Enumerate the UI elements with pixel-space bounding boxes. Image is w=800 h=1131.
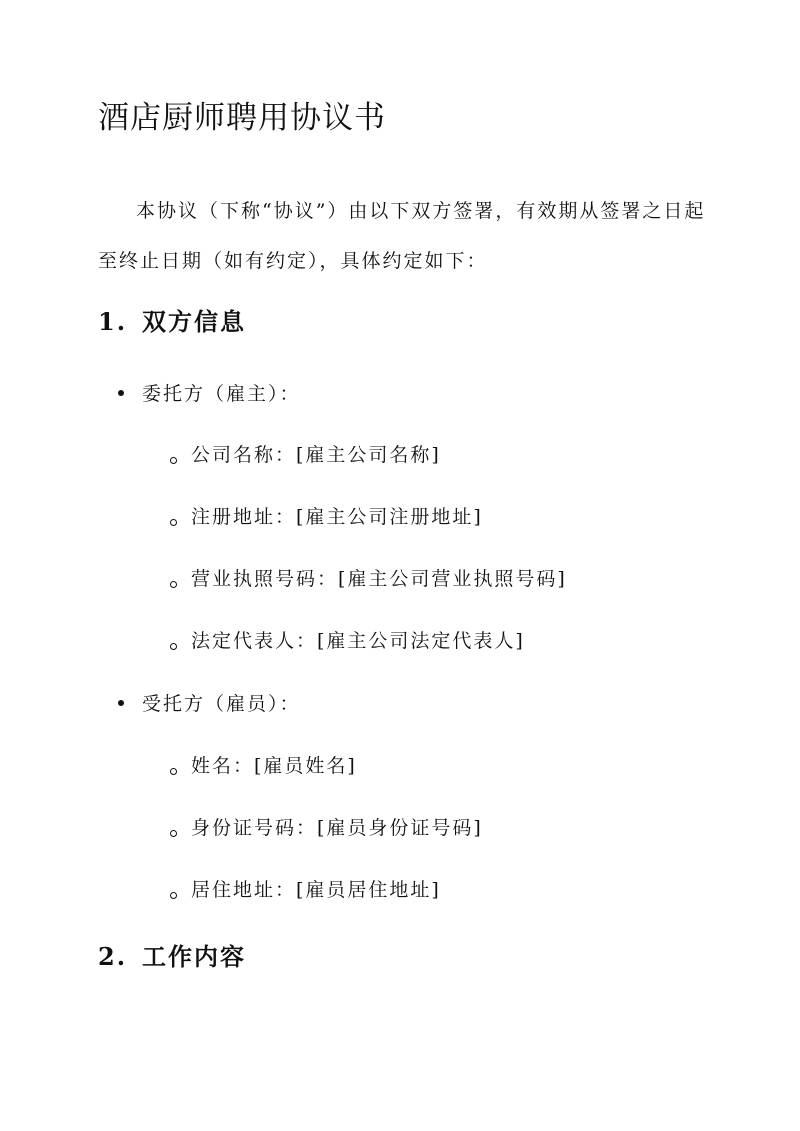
bullet-dot-icon [118, 390, 124, 396]
field-text: 姓名：[雇员姓名] [191, 755, 357, 777]
party-employee [118, 689, 301, 719]
section-heading-1 [98, 305, 246, 339]
circle-bullet-icon [170, 892, 177, 899]
circle-bullet-icon [170, 581, 177, 588]
list-item [170, 813, 483, 843]
list-item [170, 440, 441, 470]
list-item [170, 564, 567, 594]
party-label: 委托方（雇主）： [142, 383, 301, 405]
list-item [170, 751, 357, 781]
intro-paragraph: 本协议（下称“协议”）由以下双方签署，有效期从签署之日起至终止日期（如有约定），具体约定如下： [98, 200, 706, 272]
field-text: 法定代表人：[雇主公司法定代表人] [191, 630, 525, 652]
field-text: 注册地址：[雇主公司注册地址] [191, 506, 483, 528]
party-label: 受托方（雇员）： [142, 693, 301, 715]
section-title: 双方信息 [142, 307, 246, 336]
circle-bullet-icon [170, 643, 177, 650]
circle-bullet-icon [170, 519, 177, 526]
field-text: 公司名称：[雇主公司名称] [191, 444, 441, 466]
section-number: 1. [98, 307, 128, 336]
circle-bullet-icon [170, 768, 177, 775]
circle-bullet-icon [170, 457, 177, 464]
document-title: 酒店厨师聘用协议书 [98, 100, 386, 136]
list-item [170, 502, 483, 532]
bullet-dot-icon [118, 700, 124, 706]
field-text: 营业执照号码：[雇主公司营业执照号码] [191, 568, 567, 590]
circle-bullet-icon [170, 830, 177, 837]
party-employer [118, 379, 301, 409]
section-title: 工作内容 [142, 942, 246, 971]
list-item [170, 626, 525, 656]
section-heading-2 [98, 940, 246, 974]
field-text: 身份证号码：[雇员身份证号码] [191, 817, 483, 839]
section-number: 2. [98, 942, 128, 971]
field-text: 居住地址：[雇员居住地址] [191, 879, 441, 901]
list-item [170, 875, 441, 905]
